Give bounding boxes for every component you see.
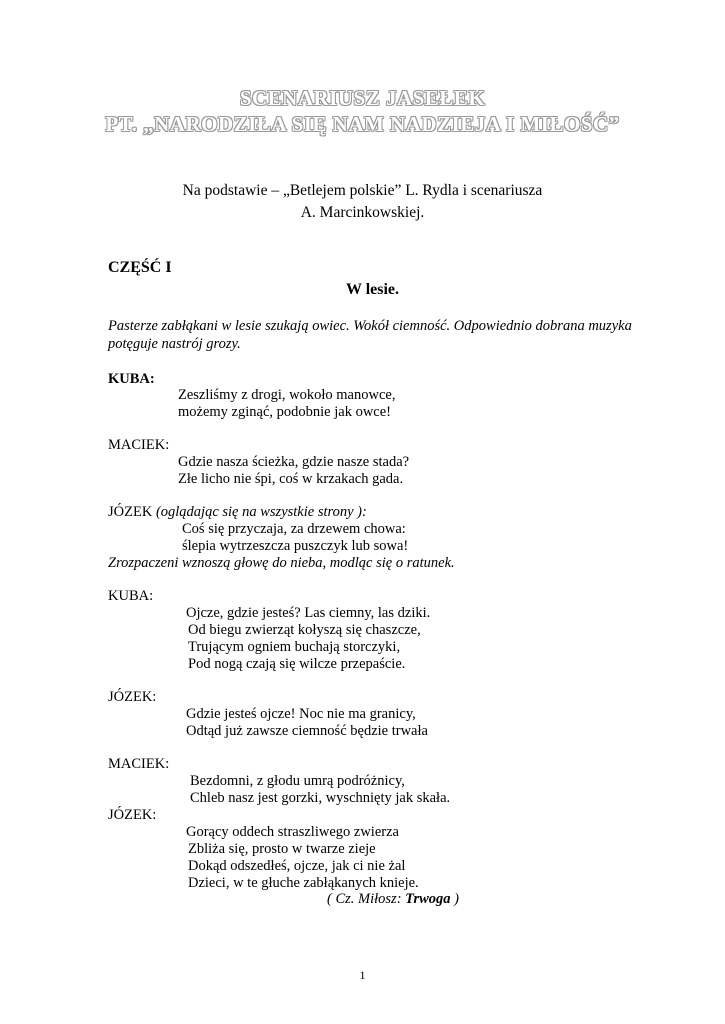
verse-line: ślepia wytrzeszcza puszczyk lub sowa! xyxy=(182,538,409,554)
verse-line: Chleb nasz jest gorzki, wyschnięty jak skała. xyxy=(190,790,451,806)
scene-heading: W lesie. xyxy=(346,281,400,298)
verse-line: Zbliża się, prosto w twarze zieje xyxy=(188,841,376,857)
verse-line: Dokąd odszedłeś, ojcze, jak ci nie żal xyxy=(188,858,406,874)
verse-line: Pod nogą czają się wilcze przepaście. xyxy=(188,656,406,672)
verse-line: Bezdomni, z głodu umrą podróżnicy, xyxy=(190,773,405,789)
verse-line: Ojcze, gdzie jesteś? Las ciemny, las dziki. xyxy=(186,605,431,621)
stage-direction-line-2: potęguje nastrój grozy. xyxy=(108,336,241,352)
page-number: 1 xyxy=(359,968,366,982)
verse-line: Odtąd już zawsze ciemność będzie trwała xyxy=(186,723,428,739)
citation-suffix: ) xyxy=(450,891,460,907)
speaker-label: KUBA: xyxy=(108,371,155,387)
speaker-label: MACIEK: xyxy=(108,756,170,772)
verse-line: Gdzie jesteś ojcze! Noc nie ma granicy, xyxy=(186,706,416,722)
verse-line: Złe licho nie śpi, coś w krzakach gada. xyxy=(178,471,404,487)
citation-prefix: ( Cz. Miłosz: xyxy=(327,891,406,907)
verse-line: Coś się przyczaja, za drzewem chowa: xyxy=(182,521,406,537)
citation-work-title: Trwoga xyxy=(405,891,451,907)
document-title-line-1: SCENARIUSZ JASEŁEK xyxy=(239,86,486,110)
verse-line: Dzieci, w te głuche zabłąkanych knieje. xyxy=(188,875,419,891)
verse-line: Gorący oddech straszliwego zwierza xyxy=(186,824,399,840)
stage-direction-line: Zrozpaczeni wznoszą głowę do nieba, modląc się o ratunek. xyxy=(108,555,455,571)
verse-line: możemy zginąć, podobnie jak owce! xyxy=(178,404,391,420)
speaker-label: JÓZEK: xyxy=(108,807,157,823)
stage-direction-inline: (oglądając się na wszystkie strony ): xyxy=(155,504,367,520)
stage-direction-line-1: Pasterze zabłąkani w lesie szukają owiec. Wokół ciemność. Odpowiednio dobrana muzyka xyxy=(108,318,632,334)
document-title-line-2: PT. „NARODZIŁA SIĘ NAM NADZIEJA I MIŁOŚĆ” xyxy=(105,112,620,136)
speaker-label: JÓZEK: xyxy=(108,689,157,705)
verse-line: Zeszliśmy z drogi, wokoło manowce, xyxy=(178,387,396,403)
source-note-line-1: Na podstawie – „Betlejem polskie” L. Rydla i scenariusza xyxy=(182,182,543,199)
speaker-label: KUBA: xyxy=(108,588,154,604)
speaker-with-direction xyxy=(108,504,367,521)
verse-line: Gdzie nasza ścieżka, gdzie nasze stada? xyxy=(178,454,410,470)
poem-citation xyxy=(327,891,459,908)
verse-line: Od biegu zwierząt kołyszą się chaszcze, xyxy=(188,622,421,638)
part-heading: CZĘŚĆ I xyxy=(108,259,172,276)
speaker-label: JÓZEK xyxy=(108,504,153,520)
source-note-line-2: A. Marcinkowskiej. xyxy=(300,204,425,221)
verse-line: Trującym ogniem buchają storczyki, xyxy=(188,639,401,655)
speaker-label: MACIEK: xyxy=(108,437,170,453)
